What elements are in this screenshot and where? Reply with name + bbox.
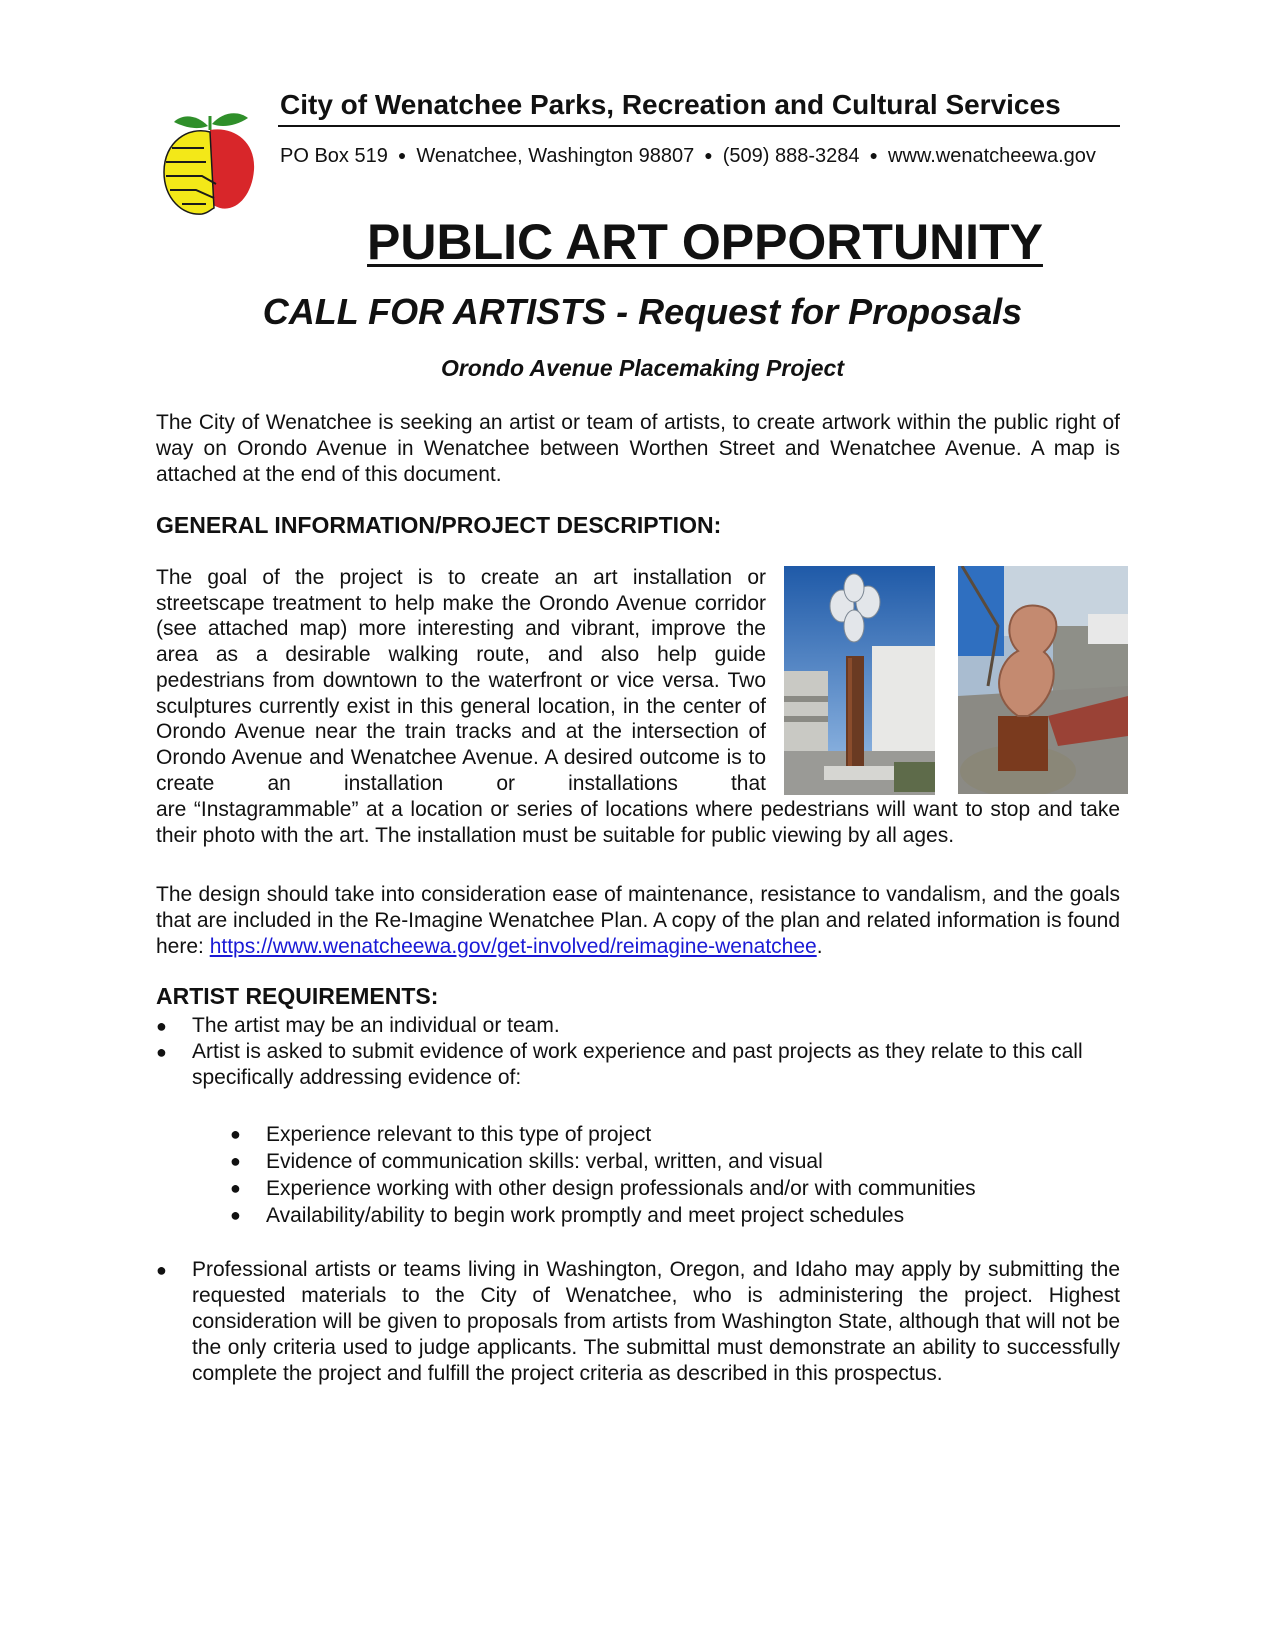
intro-paragraph: The City of Wenatchee is seeking an artist or team of artists, to create artwork within the public right of way on Orondo Avenue in Wenatchee between Worthen Street and Wenatchee Avenue. A map is attached at the end of this document.	[156, 411, 1120, 486]
design-end: .	[816, 935, 823, 958]
bullet-icon: ●	[230, 1205, 241, 1225]
design-text: The design should take into consideration ease of maintenance, resistance to vandalism, and the goals that are included in the Re-Imagine Wenatchee Plan. A copy of the plan and related information is found here:	[156, 883, 1120, 958]
sculpture-photo-tower	[784, 566, 935, 795]
list-item: ● Experience working with other design professionals and/or with communities	[230, 1177, 976, 1200]
bullet-icon: ●	[156, 1016, 167, 1036]
bullet-separator: ●	[397, 147, 407, 163]
header-divider	[278, 125, 1120, 127]
organization-name: City of Wenatchee Parks, Recreation and Cultural Services	[280, 89, 1061, 120]
list-item: ● Availability/ability to begin work promptly and meet project schedules	[230, 1204, 905, 1227]
phone-number: (509) 888-3284	[722, 145, 860, 167]
sculpture-photo-abstract	[958, 566, 1128, 794]
artist-requirements-heading: ARTIST REQUIREMENTS:	[156, 983, 439, 1009]
city-address: Wenatchee, Washington 98807	[416, 145, 695, 167]
evidence-list	[230, 1121, 1090, 1229]
requirements-list	[156, 1013, 1120, 1091]
po-box: PO Box 519	[280, 145, 388, 167]
list-item: ● Artist is asked to submit evidence of work experience and past projects as they relate to this call specifically addressing evidence of:	[156, 1040, 1083, 1089]
goal-paragraph-continued: are “Instagrammable” at a location or series of locations where pedestrians will want to stop and take their photo with the art. The installation must be suitable for public viewing by all ages.	[156, 798, 1120, 847]
goal-paragraph: The goal of the project is to create an art installation or streetscape treatment to help make the Orondo Avenue corridor (see attached map) more interesting and vibrant, improve the area as a desirable walking route, and also help guide pedestrians from downtown to the waterfront or vice versa. Two sculptures currently exist in this general location, in the center of Orondo Avenue near the train tracks and at the intersection of Orondo Avenue and Wenatchee Avenue. A desired outcome is to create an installation or installations that	[156, 566, 766, 795]
reimagine-plan-link[interactable]: https://www.wenatcheewa.gov/get-involved/reimagine-wenatchee	[209, 935, 817, 958]
website[interactable]: www.wenatcheewa.gov	[888, 145, 1096, 167]
bullet-separator: ●	[704, 147, 713, 163]
page-subtitle: CALL FOR ARTISTS - Request for Proposals	[262, 291, 1023, 332]
bullet-icon: ●	[230, 1178, 241, 1198]
design-paragraph	[156, 882, 1120, 960]
apple-logo-icon	[162, 108, 258, 220]
bullet-icon: ●	[156, 1042, 167, 1062]
general-info-heading: GENERAL INFORMATION/PROJECT DESCRIPTION:	[156, 512, 722, 538]
page-title: PUBLIC ART OPPORTUNITY	[367, 214, 1043, 270]
bullet-icon: ●	[230, 1151, 241, 1171]
bullet-separator: ●	[869, 147, 878, 163]
contact-line	[280, 143, 1140, 168]
list-item: ● Evidence of communication skills: verbal, written, and visual	[230, 1150, 823, 1173]
bullet-icon: ●	[230, 1124, 241, 1144]
list-item: ● Professional artists or teams living in Washington, Oregon, and Idaho may apply by submitting the requested materials to the City of Wenatchee, who is administering the project. Highest consideration will be given to proposals from artists from Washington State, although that will not be the only criteria used to judge applicants. The submittal must demonstrate an ability to successfully complete the project and fulfill the project criteria as described in this prospectus.	[156, 1258, 1120, 1385]
list-item: ● Experience relevant to this type of project	[230, 1123, 652, 1146]
eligibility-list	[156, 1257, 1120, 1387]
project-title: Orondo Avenue Placemaking Project	[440, 355, 845, 381]
bullet-icon: ●	[156, 1260, 167, 1280]
list-item: ● The artist may be an individual or team.	[156, 1014, 560, 1037]
